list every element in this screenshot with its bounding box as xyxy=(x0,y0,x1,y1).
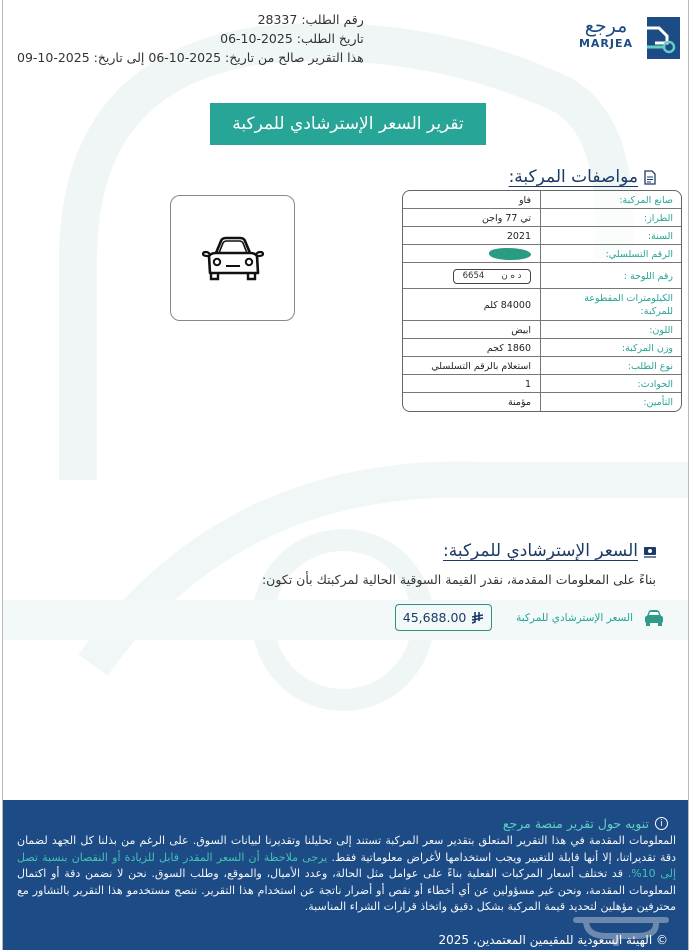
spec-value-plate xyxy=(403,263,540,288)
spec-value: ابيض xyxy=(511,324,531,336)
spec-value: 84000 كلم xyxy=(483,299,531,311)
report-page xyxy=(2,0,689,950)
specs-heading-text: مواصفات المركبة: xyxy=(508,167,638,187)
spec-label: اللون: xyxy=(540,321,681,338)
spec-label: الرقم التسلسلي: xyxy=(540,245,681,262)
report-title-banner: تقرير السعر الإسترشادي للمركبة xyxy=(210,103,486,145)
plate-letters: د ه ن xyxy=(501,270,522,281)
specs-table xyxy=(402,190,682,412)
price-value: 45,688.00 xyxy=(402,610,467,625)
spec-value: 1 xyxy=(524,378,531,390)
notice-heading xyxy=(17,816,668,831)
table-row xyxy=(403,245,681,263)
spec-label: وزن المركبة: xyxy=(540,339,681,356)
logo-arabic-text: مرجع xyxy=(584,15,628,37)
price-row xyxy=(395,604,665,631)
table-row xyxy=(403,263,681,289)
table-row xyxy=(403,321,681,339)
table-row xyxy=(403,393,681,411)
table-row xyxy=(403,339,681,357)
spec-label: الكيلومترات المقطوعة للمركبة: xyxy=(540,289,681,320)
spec-value-vin xyxy=(403,245,540,262)
table-row xyxy=(403,289,681,321)
table-row xyxy=(403,357,681,375)
copyright-text: © الهيئة السعودية للمقيمين المعتمدين، 2025 xyxy=(438,933,668,947)
document-icon xyxy=(643,170,657,185)
notice-text-2: قد تختلف أسعار المركبات الفعلية بناءً على عوامل مثل الحالة، وعدد الأميال، والموقع، وطلب السوق. نحن لا نضمن دقة أو اكتمال المعلومات المقدمة، ونحن غير مسؤولين عن أي أخطاء أو نقص أو أضرار ناتجة عن استخدام هذا التقرير. ننصح مستخدمو هذا التقرير بالتشاور مع محترفين مؤهلين لتحديد قيمة المركبة بشكل دقيق واتخاذ قرارات الشراء المناسبة. xyxy=(17,867,676,913)
request-info xyxy=(17,10,364,67)
car-front-icon xyxy=(643,609,665,627)
validity-text: هذا التقرير صالح من تاريخ: 2025-10-06 إلى تاريخ: 2025-10-09 xyxy=(17,50,364,65)
spec-value: 2021 xyxy=(506,230,531,242)
price-heading-text: السعر الإسترشادي للمركبة: xyxy=(442,541,638,561)
table-row xyxy=(403,375,681,393)
notice-body xyxy=(17,833,676,916)
vin-redaction xyxy=(489,248,531,260)
marjea-logo xyxy=(573,15,683,60)
specs-heading xyxy=(509,167,657,187)
logo-english-text: MARJEA xyxy=(578,37,634,50)
spec-label: رقم اللوحة : xyxy=(540,263,681,288)
license-plate xyxy=(453,269,531,284)
spec-value: 1860 كجم xyxy=(486,342,531,354)
spec-value: فاو xyxy=(518,194,531,206)
info-icon: i xyxy=(655,817,668,830)
price-value-box xyxy=(395,604,492,631)
marjea-logo-icon xyxy=(647,17,680,59)
plate-number: 6654 xyxy=(462,270,485,281)
disclaimer-footer xyxy=(3,800,689,950)
request-number: 28337 xyxy=(257,12,298,27)
vehicle-image xyxy=(170,195,295,321)
request-date-line xyxy=(220,29,364,48)
money-icon xyxy=(643,544,657,559)
request-number-line xyxy=(258,10,364,29)
car-icon xyxy=(202,235,264,281)
spec-label: الطراز: xyxy=(540,209,681,226)
table-row xyxy=(403,209,681,227)
price-label: السعر الإسترشادي للمركبة xyxy=(516,611,633,624)
spec-label: السنة: xyxy=(540,227,681,244)
spec-label: التأمين: xyxy=(540,393,681,411)
notice-text-1: المعلومات المقدمة في هذا التقرير المتعلق بتقدير سعر المركبة تستند إلى تحليلنا وتقديرنا لبيانات السوق. على الرغم من بذلنا كل الجهد لضمان دقة تقديراتنا، إلا أنها قابلة للتغيير ويجب استخدامها لأغراض معلوماتية فقط. xyxy=(17,834,676,864)
table-row xyxy=(403,227,681,245)
spec-value: تي 77 واجن xyxy=(481,212,531,224)
request-number-label: رقم الطلب: xyxy=(301,12,364,27)
table-row xyxy=(403,191,681,209)
spec-label: صانع المركبة: xyxy=(540,191,681,208)
price-heading xyxy=(443,541,657,561)
price-subtitle: بناءً على المعلومات المقدمة، نقدر القيمة السوقية الحالية لمركبتك بأن تكون: xyxy=(261,572,656,587)
request-date-label: تاريخ الطلب: xyxy=(296,31,364,46)
notice-highlight: يرجى ملاحظة أن السعر المقدر قابل للزيادة أو النقصان بنسبة تصل إلى 10%. xyxy=(17,850,677,880)
notice-title: تنويه حول تقرير منصة مرجع xyxy=(502,816,649,831)
spec-label: الحوادث: xyxy=(540,375,681,392)
spec-label: نوع الطلب: xyxy=(540,357,681,374)
spec-value: استعلام بالرقم التسلسلي xyxy=(431,360,531,372)
spec-value: مؤمنة xyxy=(507,397,531,408)
request-date: 2025-10-06 xyxy=(220,31,293,46)
riyal-icon xyxy=(471,611,484,624)
